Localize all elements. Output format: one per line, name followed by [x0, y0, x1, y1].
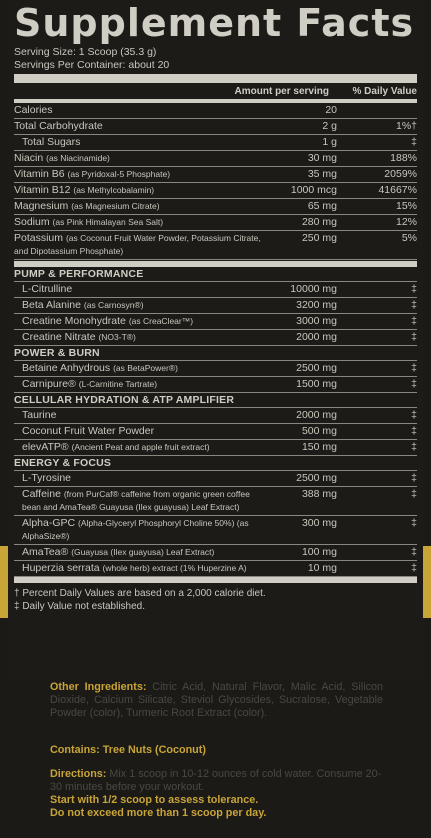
- other-ingredients-label: Other Ingredients:: [50, 681, 147, 693]
- amount-per-serving: 1500 mg: [296, 378, 337, 390]
- nutrient-row: [14, 361, 417, 377]
- directions-label: Directions:: [50, 768, 107, 780]
- ingredient-name-text: Vitamin B6: [14, 168, 65, 180]
- ingredient-source: (as Magnesium Citrate): [71, 201, 160, 211]
- amount-per-serving: 2 g: [322, 120, 337, 132]
- amount-per-serving: 20: [325, 104, 337, 116]
- ingredient-name: [14, 283, 261, 296]
- servings-per-container: Servings Per Container: about 20: [14, 59, 170, 71]
- amount-per-serving: 3000 mg: [296, 315, 337, 327]
- ingredient-source: (as Coconut Fruit Water Powder, Potassium Citrate, and Dipotassium Phosphate): [14, 233, 261, 256]
- daily-value: ‡: [411, 409, 417, 421]
- amount-per-serving: 150 mg: [301, 441, 337, 453]
- ingredient-name-text: L-Citrulline: [22, 283, 73, 295]
- nutrient-row: [14, 231, 417, 260]
- daily-value: ‡: [411, 315, 417, 327]
- ingredient-source: (as Carnosyn®): [83, 300, 144, 310]
- daily-value: 12%: [395, 216, 417, 228]
- daily-value: ‡: [411, 488, 417, 500]
- daily-value: ‡: [411, 425, 417, 437]
- nutrient-row: [14, 314, 417, 330]
- amount-per-serving: 1000 mcg: [290, 184, 337, 196]
- amount-per-serving: 280 mg: [301, 216, 337, 228]
- ingredient-name: [14, 562, 261, 575]
- ingredient-source: (as CreaClear™): [128, 316, 194, 326]
- nutrient-row: [14, 167, 417, 183]
- daily-value: ‡: [411, 378, 417, 390]
- daily-value: ‡: [411, 283, 417, 295]
- amount-per-serving: 388 mg: [301, 488, 337, 500]
- column-header: [14, 85, 417, 99]
- divider-thick: [14, 74, 417, 83]
- ingredient-source: (as Pyridoxal-5 Phosphate): [67, 169, 171, 179]
- daily-value: ‡: [411, 517, 417, 529]
- ingredient-name-text: Total Carbohydrate: [14, 120, 103, 132]
- nutrient-row: [14, 424, 417, 440]
- nutrient-row: [14, 103, 417, 119]
- ingredient-name: [14, 104, 261, 117]
- nutrient-row: [14, 516, 417, 545]
- daily-value: 5%: [401, 232, 417, 244]
- nutrient-row: [14, 561, 417, 577]
- footnote-not-established: ‡ Daily Value not established.: [14, 601, 146, 612]
- ingredient-name: [14, 425, 261, 438]
- amount-per-serving: 10000 mg: [290, 283, 337, 295]
- ingredient-name: [14, 546, 261, 559]
- daily-value: 15%: [395, 200, 417, 212]
- nutrient-row: [14, 135, 417, 151]
- ingredient-name-text: Calories: [14, 104, 53, 116]
- footnote-percent-dv: † Percent Daily Values are based on a 2,000 calorie diet.: [14, 588, 266, 599]
- section-heading: ENERGY & FOCUS: [14, 456, 417, 471]
- ingredient-name: [14, 168, 261, 181]
- amount-per-serving: 2000 mg: [296, 331, 337, 343]
- allergen-contains: Contains: Tree Nuts (Coconut): [50, 744, 206, 756]
- ingredient-name-text: Betaine Anhydrous: [22, 362, 111, 374]
- ingredient-name: [14, 472, 261, 485]
- ingredient-name: [14, 488, 261, 514]
- ingredient-name: [14, 216, 261, 229]
- ingredient-name: [14, 136, 261, 149]
- ingredient-name-text: Caffeine: [22, 488, 61, 500]
- amount-per-serving: 30 mg: [307, 152, 337, 164]
- ingredient-source: (as Pink Himalayan Sea Salt): [52, 217, 164, 227]
- directions-text: Mix 1 scoop in 10-12 ounces of cold water. Consume 20-30 minutes before your workout.: [50, 768, 382, 793]
- ingredient-source: (whole herb) extract (1% Huperzine A): [102, 563, 247, 573]
- amount-per-serving: 65 mg: [307, 200, 337, 212]
- ingredient-name: [14, 441, 261, 454]
- directions-warning-start: Start with 1/2 scoop to assess tolerance.: [50, 794, 259, 806]
- nutrient-row: [14, 408, 417, 424]
- ingredient-name-text: Beta Alanine: [22, 299, 81, 311]
- ingredient-name-text: Niacin: [14, 152, 44, 164]
- ingredient-source: (as BetaPower®): [113, 363, 178, 373]
- ingredient-name-text: Coconut Fruit Water Powder: [22, 425, 155, 437]
- ingredient-name: [14, 331, 261, 344]
- amount-per-serving: 100 mg: [301, 546, 337, 558]
- ingredient-source: (Guayusa (Ilex guayusa) Leaf Extract): [71, 547, 215, 557]
- nutrient-row: [14, 119, 417, 135]
- ingredient-name-text: Potassium: [14, 232, 64, 244]
- ingredient-source: (Alpha-Glyceryl Phosphoryl Choline 50%) (as AlphaSize®): [22, 518, 249, 541]
- ingredient-name: [14, 517, 261, 543]
- ingredient-name: [14, 232, 261, 258]
- ingredient-name: [14, 362, 261, 375]
- nutrient-row: [14, 199, 417, 215]
- nutrient-row: [14, 471, 417, 487]
- nutrient-row: [14, 298, 417, 314]
- ingredient-name: [14, 120, 261, 133]
- ingredient-source: (as Niacinamide): [46, 153, 110, 163]
- nutrient-row: [14, 215, 417, 231]
- nutrient-row: [14, 377, 417, 393]
- divider-thick: [14, 577, 417, 583]
- directions: [50, 768, 383, 820]
- nutrient-row: [14, 440, 417, 456]
- ingredient-name-text: L-Tyrosine: [22, 472, 72, 484]
- ingredient-name-text: Sodium: [14, 216, 50, 228]
- ingredient-source: (L-Carnitine Tartrate): [78, 379, 158, 389]
- daily-value: ‡: [411, 546, 417, 558]
- ingredient-source: (Ancient Peat and apple fruit extract): [71, 442, 210, 452]
- ingredient-name-text: Vitamin B12: [14, 184, 71, 196]
- ingredient-name: [14, 378, 261, 391]
- ingredient-sections: [14, 267, 417, 577]
- nutrient-row: [14, 183, 417, 199]
- amount-per-serving: 10 mg: [307, 562, 337, 574]
- daily-value: ‡: [411, 472, 417, 484]
- other-ingredients: [50, 681, 383, 720]
- daily-value: ‡: [411, 136, 417, 148]
- amount-per-serving: 250 mg: [301, 232, 337, 244]
- section-heading: CELLULAR HYDRATION & ATP AMPLIFIER: [14, 393, 417, 408]
- amount-column-header: Amount per serving: [234, 86, 329, 97]
- ingredient-name-text: Huperzia serrata: [22, 562, 100, 574]
- amount-per-serving: 2000 mg: [296, 409, 337, 421]
- daily-value: 188%: [390, 152, 417, 164]
- supplement-facts-panel: [8, 0, 423, 680]
- amount-per-serving: 2500 mg: [296, 472, 337, 484]
- label-title: Supplement Facts: [14, 1, 415, 45]
- ingredient-source: (NO3-T®): [98, 332, 136, 342]
- amount-per-serving: 2500 mg: [296, 362, 337, 374]
- serving-size: Serving Size: 1 Scoop (35.3 g): [14, 46, 157, 58]
- section-heading: POWER & BURN: [14, 346, 417, 361]
- ingredient-name: [14, 184, 261, 197]
- ingredient-name: [14, 409, 261, 422]
- other-ingredients-text: Citric Acid, Natural Flavor, Malic Acid, Silicon Dioxide, Calcium Silicate, Steviol Glycosides, Sucralose, Vegetable Powder (color), Turmeric Root Extract (color).: [50, 681, 384, 719]
- nutrient-row: [14, 282, 417, 298]
- nutrient-row: [14, 487, 417, 516]
- nutrient-row: [14, 151, 417, 167]
- ingredient-name-text: Alpha-GPC: [22, 517, 76, 529]
- daily-value: ‡: [411, 331, 417, 343]
- ingredient-name-text: AmaTea®: [22, 546, 69, 558]
- directions-warning-max: Do not exceed more than 1 scoop per day.: [50, 807, 267, 819]
- daily-value: ‡: [411, 441, 417, 453]
- amount-per-serving: 1 g: [322, 136, 337, 148]
- ingredient-name-text: Creatine Nitrate: [22, 331, 96, 343]
- ingredient-name: [14, 299, 261, 312]
- ingredient-name-text: Total Sugars: [22, 136, 81, 148]
- daily-value: 2059%: [384, 168, 417, 180]
- daily-value: 1%†: [395, 120, 417, 132]
- nutrient-row: [14, 330, 417, 346]
- ingredient-name-text: Taurine: [22, 409, 57, 421]
- daily-value: ‡: [411, 299, 417, 311]
- ingredient-name-text: Creatine Monohydrate: [22, 315, 126, 327]
- nutrient-row: [14, 545, 417, 561]
- ingredient-source: (from PurCaf® caffeine from organic green coffee bean and AmaTea® Guayusa (Ilex guayusa) Leaf Extract): [22, 489, 250, 512]
- section-heading: PUMP & PERFORMANCE: [14, 267, 417, 282]
- ingredient-source: (as Methylcobalamin): [73, 185, 155, 195]
- ingredient-name-text: Carnipure®: [22, 378, 76, 390]
- ingredient-name-text: elevATP®: [22, 441, 69, 453]
- ingredient-name: [14, 152, 261, 165]
- ingredient-name: [14, 315, 261, 328]
- amount-per-serving: 300 mg: [301, 517, 337, 529]
- daily-value: 41667%: [378, 184, 417, 196]
- amount-per-serving: 3200 mg: [296, 299, 337, 311]
- ingredient-name: [14, 200, 261, 213]
- daily-value: ‡: [411, 362, 417, 374]
- nutrient-list: [14, 103, 417, 260]
- dv-column-header: % Daily Value: [352, 86, 417, 97]
- amount-per-serving: 500 mg: [301, 425, 337, 437]
- ingredient-name-text: Magnesium: [14, 200, 69, 212]
- amount-per-serving: 35 mg: [307, 168, 337, 180]
- daily-value: ‡: [411, 562, 417, 574]
